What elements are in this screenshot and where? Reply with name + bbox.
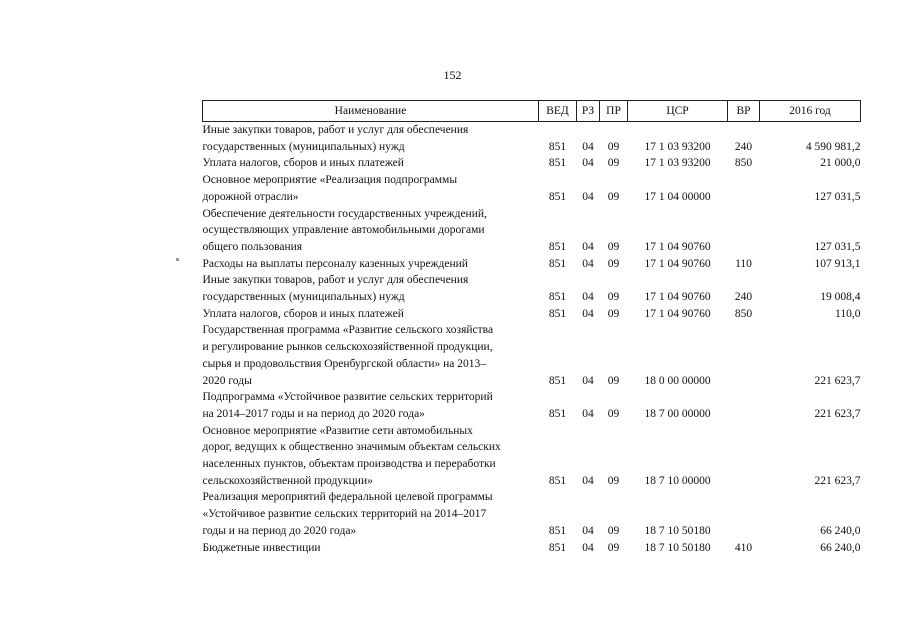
row-vr (728, 172, 760, 205)
row-vr (728, 322, 760, 389)
row-csr: 18 7 00 00000 (644, 407, 711, 420)
row-pr: 09 (607, 407, 620, 420)
row-csr: 17 1 04 90760 (644, 291, 711, 304)
row-amount: 221 623,7 (814, 474, 861, 487)
row-ved: 851 (548, 240, 567, 253)
row-name: Основное мероприятие «Реализация подпрограммы дорожной отрасли» (202, 174, 458, 203)
row-amount: 4 590 981,2 (805, 140, 861, 153)
header-vr: ВР (728, 101, 760, 122)
row-vr: 410 (734, 541, 753, 554)
row-rz: 04 (582, 374, 594, 387)
row-pr: 09 (607, 157, 620, 170)
row-amount: 66 240,0 (820, 541, 861, 554)
table-row (203, 206, 861, 256)
row-csr: 18 7 10 50180 (644, 524, 711, 537)
row-pr: 09 (607, 541, 620, 554)
table-row (203, 122, 861, 156)
row-pr: 09 (607, 140, 620, 153)
row-csr: 18 7 10 00000 (644, 474, 711, 487)
row-rz: 04 (582, 257, 594, 270)
row-csr: 17 1 04 90760 (644, 240, 711, 253)
row-vr (728, 206, 760, 256)
table-row (203, 155, 861, 172)
scan-speck (176, 258, 179, 261)
header-csr: ЦСР (628, 101, 728, 122)
row-csr: 17 1 04 00000 (644, 190, 711, 203)
table-row (203, 272, 861, 305)
row-csr: 17 1 03 93200 (644, 157, 711, 170)
row-pr: 09 (607, 524, 620, 537)
row-amount: 19 008,4 (820, 291, 861, 304)
row-pr: 09 (607, 257, 620, 270)
row-name: Иные закупки товаров, работ и услуг для обеспечения государственных (муниципальных) нужд (202, 274, 469, 304)
row-pr: 09 (607, 474, 620, 487)
row-pr: 09 (607, 190, 620, 203)
table-row (203, 322, 861, 389)
row-rz: 04 (582, 474, 594, 487)
row-pr: 09 (607, 374, 620, 387)
row-rz: 04 (582, 407, 594, 420)
row-rz: 04 (582, 190, 594, 203)
page-number: 152 (443, 68, 462, 82)
row-ved: 851 (548, 257, 567, 270)
row-ved: 851 (548, 157, 567, 170)
header-year: 2016 год (760, 101, 861, 122)
row-vr (728, 489, 760, 539)
row-name: Уплата налогов, сборов и иных платежей (202, 307, 404, 320)
table-row (203, 489, 861, 539)
row-name: Иные закупки товаров, работ и услуг для обеспечения государственных (муниципальных) нужд (202, 124, 469, 153)
row-ved: 851 (548, 291, 567, 304)
table-row (203, 389, 861, 422)
row-name: Реализация мероприятий федеральной целевой программы «Устойчивое развитие сельских территорий на 2014–2017 годы и на период до 2020 года» (202, 491, 493, 537)
row-rz: 04 (582, 524, 594, 537)
row-amount: 221 623,7 (814, 407, 861, 420)
header-rz: РЗ (577, 101, 600, 122)
row-name: Расходы на выплаты персоналу казенных учреждений (202, 257, 468, 270)
row-rz: 04 (582, 140, 594, 153)
row-ved: 851 (548, 474, 567, 487)
row-csr: 18 7 10 50180 (644, 541, 711, 554)
row-pr: 09 (607, 291, 620, 304)
row-name: Основное мероприятие «Развитие сети автомобильных дорог, ведущих к общественно значимым объектам сельских населенных пунктов, объектам производства и переработки сельскохозяйственной продукции» (202, 424, 501, 487)
row-ved: 851 (548, 374, 567, 387)
row-name: Уплата налогов, сборов и иных платежей (202, 157, 404, 170)
row-pr: 09 (607, 307, 620, 320)
header-name: Наименование (203, 101, 539, 122)
row-name: Государственная программа «Развитие сельского хозяйства и регулирование рынков сельскохозяйственной продукции, сырья и продовольствия Оренбургской области» на 2013– 2020 годы (202, 324, 494, 387)
row-csr: 18 0 00 00000 (644, 374, 711, 387)
row-ved: 851 (548, 524, 567, 537)
table-row (203, 540, 861, 557)
row-csr: 17 1 04 90760 (644, 257, 711, 270)
row-name: Бюджетные инвестиции (202, 541, 321, 554)
row-rz: 04 (582, 291, 594, 304)
row-rz: 04 (582, 157, 594, 170)
row-vr (728, 389, 760, 422)
row-amount: 110,0 (835, 307, 861, 320)
row-rz: 04 (582, 541, 594, 554)
row-vr: 240 (734, 140, 753, 153)
row-amount: 66 240,0 (820, 524, 861, 537)
header-pr: ПР (600, 101, 628, 122)
budget-table (202, 100, 861, 556)
row-amount: 21 000,0 (820, 157, 861, 170)
row-ved: 851 (548, 541, 567, 554)
row-ved: 851 (548, 407, 567, 420)
row-ved: 851 (548, 190, 567, 203)
row-rz: 04 (582, 307, 594, 320)
table-row (203, 172, 861, 205)
row-amount: 107 913,1 (814, 257, 861, 270)
row-amount: 221 623,7 (814, 374, 861, 387)
row-pr: 09 (607, 240, 620, 253)
row-ved: 851 (548, 307, 567, 320)
row-vr: 850 (734, 157, 753, 170)
row-csr: 17 1 03 93200 (644, 140, 711, 153)
row-vr: 850 (734, 307, 753, 320)
row-vr: 110 (735, 257, 752, 270)
row-vr: 240 (734, 291, 753, 304)
row-amount: 127 031,5 (814, 240, 861, 253)
header-ved: ВЕД (539, 101, 577, 122)
table-header-row (203, 101, 861, 122)
row-csr: 17 1 04 90760 (644, 307, 711, 320)
row-ved: 851 (548, 140, 567, 153)
table-row (203, 306, 861, 323)
row-amount: 127 031,5 (814, 190, 861, 203)
row-name: Обеспечение деятельности государственных учреждений, осуществляющих управление автомобильными дорогами общего пользования (202, 207, 487, 253)
row-vr (728, 423, 760, 490)
table-row (203, 256, 861, 273)
row-name: Подпрограмма «Устойчивое развитие сельских территорий на 2014–2017 годы и на период до 2020 года» (202, 391, 493, 420)
table-row (203, 423, 861, 490)
row-rz: 04 (582, 240, 594, 253)
